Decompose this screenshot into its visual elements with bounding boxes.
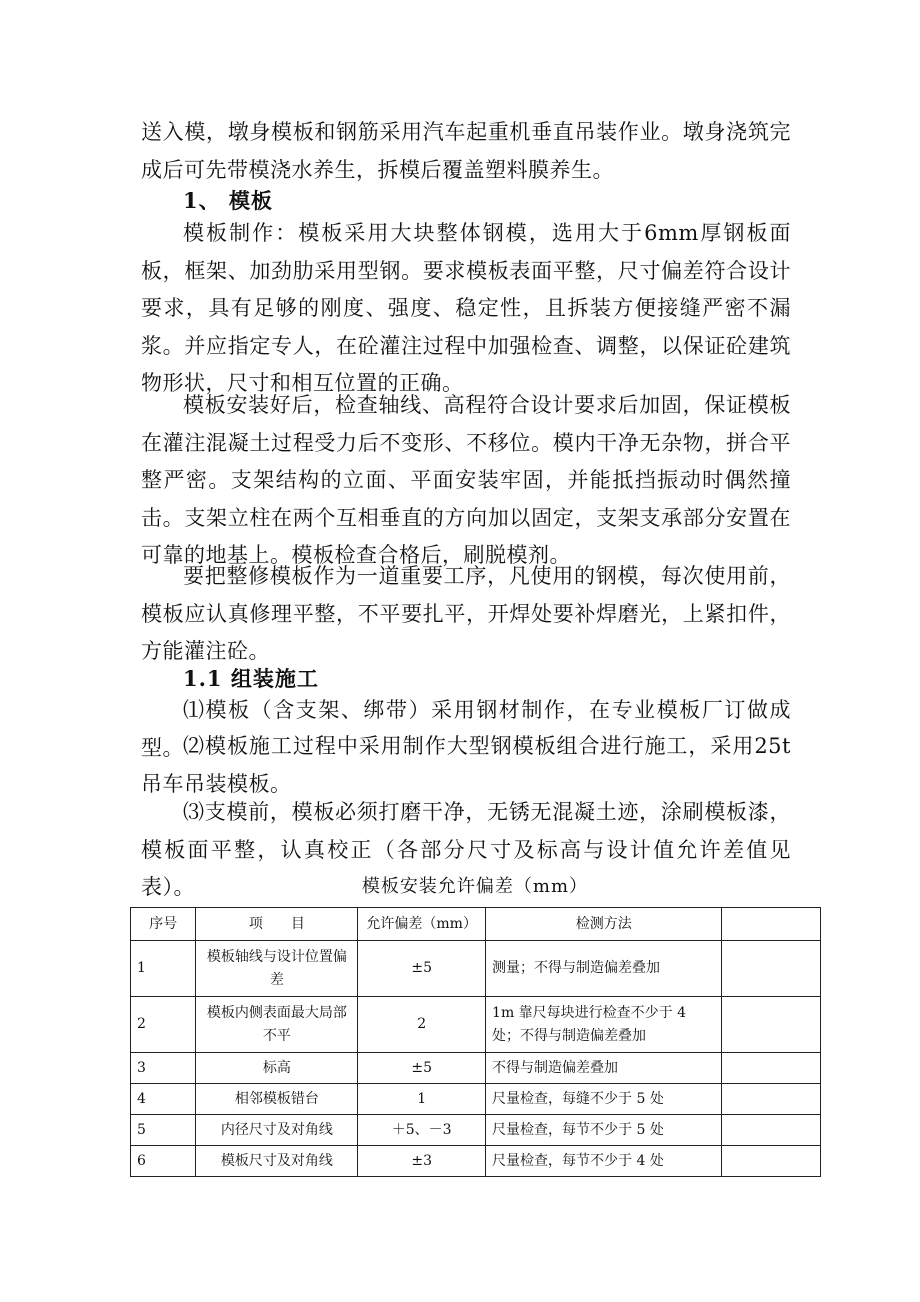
row-extra — [722, 1053, 821, 1084]
header-extra — [722, 908, 821, 941]
section-heading-formwork: 1、 模板 — [183, 188, 273, 213]
header-method: 检测方法 — [486, 908, 722, 941]
table-row — [131, 1053, 821, 1084]
row-tolerance: ±3 — [358, 1146, 486, 1177]
row-tolerance: 1 — [358, 1084, 486, 1115]
row-method: 尺量检查，每缝不少于 5 处 — [486, 1084, 722, 1115]
assembly-item-2: ⑵模板施工过程中采用制作大型钢模板组合进行施工，采用25t吊车吊装模板。 — [141, 734, 791, 796]
row-no: 6 — [131, 1146, 196, 1177]
section-heading-assembly: 1.1 组装施工 — [183, 666, 319, 691]
row-item: 相邻模板错台 — [196, 1084, 358, 1115]
row-no: 4 — [131, 1084, 196, 1115]
row-no: 3 — [131, 1053, 196, 1084]
table-header-row — [131, 908, 821, 941]
formwork-making-paragraph: 模板制作：模板采用大块整体钢模，选用大于6mm厚钢板面板，框架、加劲肋采用型钢。要求模板表面平整，尺寸偏差符合设计要求，具有足够的刚度、强度、稳定性，且拆装方便接缝严密不漏浆。并应指定专人，在砼灌注过程中加强检查、调整，以保证砼建筑物形状，尺寸和相互位置的正确。 — [141, 221, 791, 395]
table-row — [131, 1146, 821, 1177]
row-item: 标高 — [196, 1053, 358, 1084]
row-extra — [722, 1115, 821, 1146]
row-item: 内径尺寸及对角线 — [196, 1115, 358, 1146]
assembly-item-3: ⑶支模前，模板必须打磨干净，无锈无混凝土迹，涂刷模板漆，模板面平整，认真校正（各部分尺寸及标高与设计值允许差值见表）。 — [141, 800, 791, 899]
row-extra — [722, 997, 821, 1053]
row-extra — [722, 941, 821, 997]
table-row — [131, 1115, 821, 1146]
header-item: 项 目 — [196, 908, 358, 941]
row-method: 1m 靠尺每块进行检查不少于 4 处；不得与制造偏差叠加 — [486, 997, 722, 1053]
row-tolerance: ±5 — [358, 941, 486, 997]
row-tolerance: ±5 — [358, 1053, 486, 1084]
row-extra — [722, 1084, 821, 1115]
table-caption: 模板安装允许偏差（mm） — [361, 876, 589, 897]
header-no: 序号 — [131, 908, 196, 941]
formwork-installing-paragraph: 模板安装好后，检查轴线、高程符合设计要求后加固，保证模板在灌注混凝土过程受力后不变形、不移位。模内干净无杂物，拼合平整严密。支架结构的立面、平面安装牢固，并能抵挡振动时偶然撞击。支架立柱在两个互相垂直的方向加以固定，支架支承部分安置在可靠的地基上。模板检查合格后，刷脱模剂。 — [141, 393, 791, 567]
row-no: 2 — [131, 997, 196, 1053]
intro-paragraph: 送入模，墩身模板和钢筋采用汽车起重机垂直吊装作业。墩身浇筑完成后可先带模浇水养生，拆模后覆盖塑料膜养生。 — [141, 120, 791, 182]
row-tolerance: ＋5、－3 — [358, 1115, 486, 1146]
assembly-item-1: ⑴模板（含支架、绑带）采用钢材制作，在专业模板厂订做成型。 — [141, 698, 791, 760]
row-method: 尺量检查，每节不少于 5 处 — [486, 1115, 722, 1146]
table-row — [131, 997, 821, 1053]
table-row — [131, 941, 821, 997]
row-item: 模板内侧表面最大局部不平 — [196, 997, 358, 1053]
tolerance-table — [130, 907, 821, 1177]
table-row — [131, 1084, 821, 1115]
row-item: 模板轴线与设计位置偏差 — [196, 941, 358, 997]
row-tolerance: 2 — [358, 997, 486, 1053]
row-no: 5 — [131, 1115, 196, 1146]
row-no: 1 — [131, 941, 196, 997]
formwork-repair-paragraph: 要把整修模板作为一道重要工序，凡使用的钢模，每次使用前，模板应认真修理平整，不平要扎平，开焊处要补焊磨光，上紧扣件，方能灌注砼。 — [141, 564, 791, 663]
header-tolerance: 允许偏差（mm） — [358, 908, 486, 941]
row-method: 测量；不得与制造偏差叠加 — [486, 941, 722, 997]
row-item: 模板尺寸及对角线 — [196, 1146, 358, 1177]
row-method: 尺量检查，每节不少于 4 处 — [486, 1146, 722, 1177]
row-extra — [722, 1146, 821, 1177]
row-method: 不得与制造偏差叠加 — [486, 1053, 722, 1084]
